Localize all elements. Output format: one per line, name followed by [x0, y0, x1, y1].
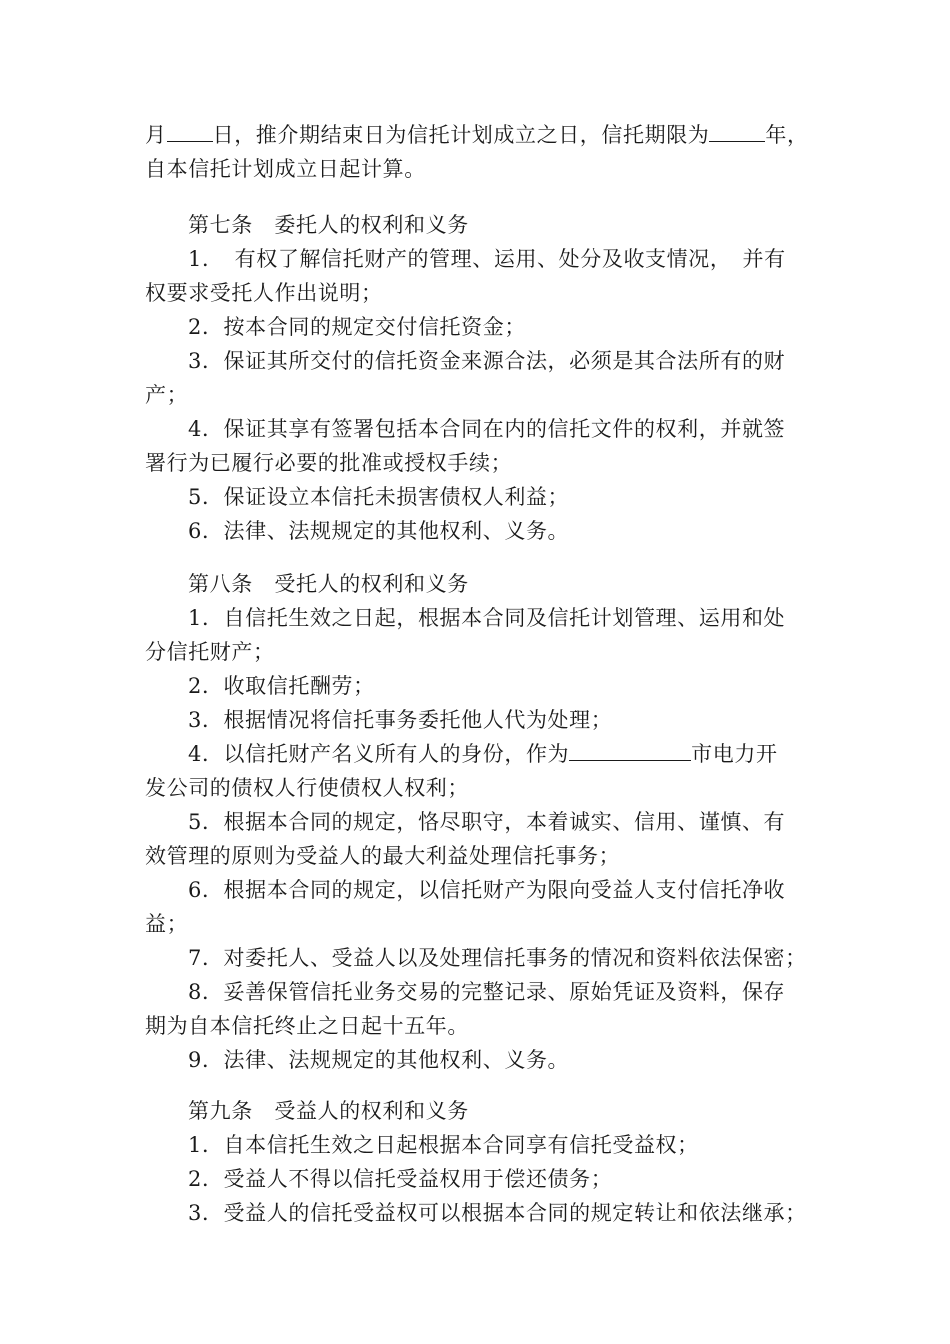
list-item: 5．根据本合同的规定，恪尽职守，本着诚实、信用、谨慎、有: [188, 810, 786, 834]
list-item: 3．保证其所交付的信托资金来源合法，必须是其合法所有的财: [188, 349, 786, 373]
article-heading: 第七条 委托人的权利和义务: [188, 213, 469, 237]
paragraph-line: 产；: [145, 383, 189, 407]
paragraph-line: 自本信托计划成立日起计算。: [145, 157, 426, 181]
list-item: 2．按本合同的规定交付信托资金；: [188, 315, 526, 339]
list-item: 6．根据本合同的规定，以信托财产为限向受益人支付信托净收: [188, 878, 786, 902]
paragraph-line: 发公司的债权人行使债权人权利；: [145, 776, 469, 800]
list-item: 3．根据情况将信托事务委托他人代为处理；: [188, 708, 613, 732]
paragraph-line: 权要求受托人作出说明；: [145, 281, 383, 305]
list-item: 2．收取信托酬劳；: [188, 674, 375, 698]
paragraph-line: [145, 118, 809, 152]
fill-in-blank: [709, 119, 765, 142]
article-heading: 第九条 受益人的权利和义务: [188, 1099, 469, 1123]
text-segment: 日，推介期结束日为信托计划成立之日，信托期限为: [212, 123, 710, 147]
list-item: 9．法律、法规规定的其他权利、义务。: [188, 1048, 570, 1072]
paragraph-line: 分信托财产；: [145, 640, 275, 664]
list-item: 2．受益人不得以信托受益权用于偿还债务；: [188, 1167, 613, 1191]
text-segment: 月: [145, 123, 167, 147]
paragraph-line: 署行为已履行必要的批准或授权手续；: [145, 451, 513, 475]
list-item: 1． 有权了解信托财产的管理、运用、处分及收支情况， 并有: [188, 247, 786, 271]
list-item: 7．对委托人、受益人以及处理信托事务的情况和资料依法保密；: [188, 946, 807, 970]
fill-in-blank: [167, 119, 213, 142]
list-item: 5．保证设立本信托未损害债权人利益；: [188, 485, 570, 509]
text-segment: 市电力开: [691, 742, 778, 766]
list-item: 3．受益人的信托受益权可以根据本合同的规定转让和依法继承；: [188, 1201, 807, 1225]
text-segment: 4．以信托财产名义所有人的身份，作为: [188, 742, 570, 766]
list-item: 4．保证其享有签署包括本合同在内的信托文件的权利，并就签: [188, 417, 786, 441]
list-item: 1．自信托生效之日起，根据本合同及信托计划管理、运用和处: [188, 606, 786, 630]
list-item: 8．妥善保管信托业务交易的完整记录、原始凭证及资料，保存: [188, 980, 786, 1004]
list-item: 1．自本信托生效之日起根据本合同享有信托受益权；: [188, 1133, 699, 1157]
paragraph-line: 期为自本信托终止之日起十五年。: [145, 1014, 469, 1038]
fill-in-blank: [569, 738, 691, 761]
text-segment: 年，: [765, 123, 809, 147]
paragraph-line: 效管理的原则为受益人的最大利益处理信托事务；: [145, 844, 621, 868]
list-item: 6．法律、法规规定的其他权利、义务。: [188, 519, 570, 543]
list-item: [188, 737, 778, 771]
paragraph-line: 益；: [145, 912, 189, 936]
article-heading: 第八条 受托人的权利和义务: [188, 572, 469, 596]
